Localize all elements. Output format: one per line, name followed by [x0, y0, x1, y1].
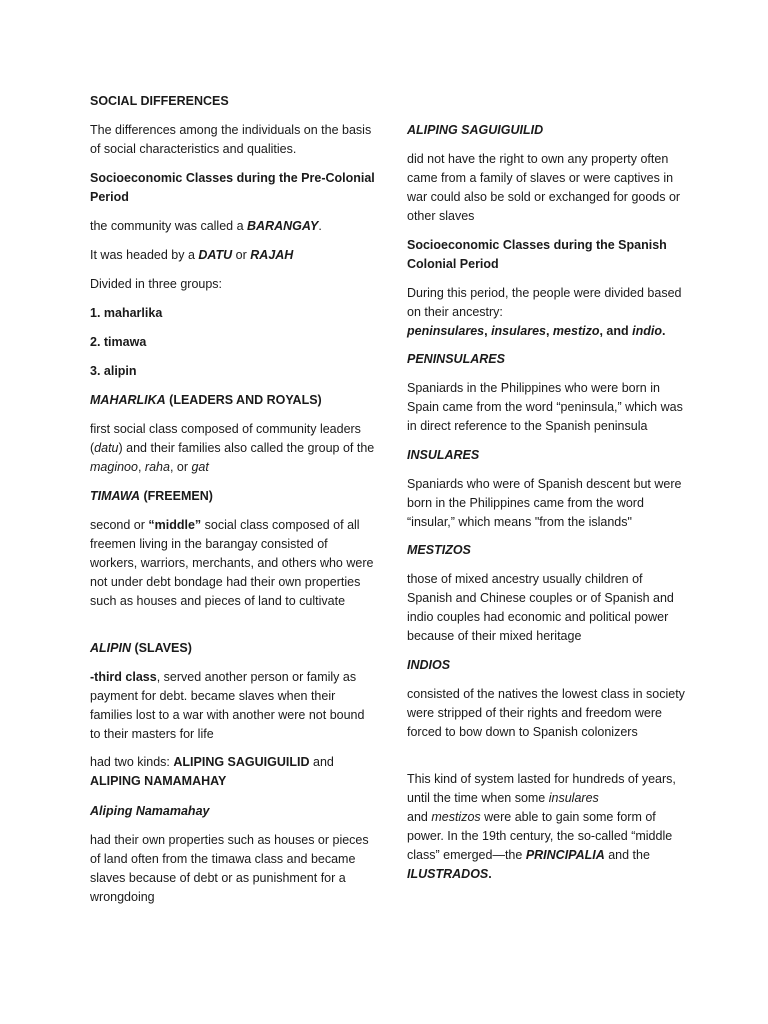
text-run: RAJAH: [250, 248, 294, 262]
text-run: ALIPING NAMAMAHAY: [90, 774, 227, 788]
timawa-heading: [90, 487, 375, 506]
page-title: [90, 92, 375, 111]
text-run: , served another person or family as payment for debt. became slaves when their families lost to a war with another were not bound to their masters for life: [90, 670, 365, 741]
text-run: mestizo: [552, 324, 600, 338]
text-run: SOCIAL DIFFERENCES: [90, 94, 229, 108]
text-run: Socioeconomic Classes during the Spanish Colonial Period: [407, 238, 667, 271]
text-run: ALIPING SAGUIGUILID: [407, 123, 544, 137]
text-run: (SLAVES): [130, 641, 192, 655]
text-run: mestizos: [431, 810, 481, 824]
text-run: and: [407, 810, 432, 824]
text-run: had their own properties such as houses or pieces of land often from the timawa class and became slaves because of debt or as punishment for a wrongdoing: [90, 833, 369, 904]
text-run: .: [488, 867, 492, 881]
text-run: and: [309, 755, 334, 769]
groups-intro: [90, 275, 375, 294]
text-run: Spaniards in the Philippines who were born in Spain came from the word “peninsula,” which was in direct reference to the Spanish peninsula: [407, 381, 683, 433]
text-run: BARANGAY: [247, 219, 319, 233]
text-run: first social class composed of community leaders (: [90, 422, 361, 455]
text-run: insulares: [548, 791, 599, 805]
text-run: maginoo: [90, 460, 138, 474]
namamahay-paragraph: [90, 831, 375, 907]
two-kinds-paragraph: [90, 753, 375, 791]
text-run: indio: [632, 324, 662, 338]
definition-paragraph: [90, 121, 375, 159]
text-run: 3. alipin: [90, 364, 137, 378]
timawa-paragraph: [90, 516, 375, 611]
text-run: 2. timawa: [90, 335, 147, 349]
mestizos-heading: [407, 541, 687, 560]
text-run: Divided in three groups:: [90, 277, 223, 291]
peninsulares-heading: [407, 350, 687, 369]
saguiguilid-paragraph: [407, 150, 687, 226]
text-run: .: [318, 219, 322, 233]
text-run: .: [661, 324, 666, 338]
text-run: This kind of system lasted for hundreds of years, until the time when some: [407, 772, 676, 805]
text-run: It was headed by a: [90, 248, 199, 262]
text-run: ,: [137, 460, 145, 474]
group-item-2: [90, 333, 375, 352]
text-run: (FREEMEN): [140, 489, 213, 503]
text-run: gat: [191, 460, 209, 474]
headed-by-paragraph: [90, 246, 375, 265]
namamahay-heading: [90, 802, 375, 821]
text-run: datu: [94, 441, 119, 455]
text-run: insulares: [491, 324, 546, 338]
text-run: or: [232, 248, 251, 262]
text-run: Spaniards who were of Spanish descent but were born in the Philippines came from the word “insular,” which means "from the islands": [407, 477, 682, 529]
ancestry-paragraph: [407, 284, 687, 341]
peninsulares-paragraph: [407, 379, 687, 436]
text-run: Aliping Namamahay: [90, 804, 210, 818]
text-run: INSULARES: [407, 448, 480, 462]
text-run: the community was called a: [90, 219, 248, 233]
text-run: and the: [604, 848, 650, 862]
text-run: The differences among the individuals on the basis of social characteristics and qualities.: [90, 123, 372, 156]
text-run: second or: [90, 518, 149, 532]
text-run: social class composed of all freemen living in the barangay consisted of workers, warriors, merchants, and others who were not under debt bondage had their own properties such as houses and pieces of land to cultivate: [90, 518, 374, 608]
text-run: , or: [169, 460, 192, 474]
text-run: “middle”: [148, 518, 202, 532]
text-run: ILUSTRADOS: [407, 867, 489, 881]
text-run: had two kinds:: [90, 755, 174, 769]
text-run: Socioeconomic Classes during the Pre-Colonial Period: [90, 171, 375, 204]
mestizos-paragraph: [407, 570, 687, 646]
text-run: INDIOS: [407, 658, 451, 672]
text-run: PRINCIPALIA: [525, 848, 605, 862]
text-run: did not have the right to own any property often came from a family of slaves or were captives in war could also be sold or exchanged for goods or other slaves: [407, 152, 681, 223]
saguiguilid-heading: [407, 121, 687, 140]
maharlika-heading: [90, 391, 375, 410]
indios-heading: [407, 656, 687, 675]
alipin-paragraph: [90, 668, 375, 744]
text-run: During this period, the people were divided based on their ancestry:: [407, 286, 682, 319]
barangay-paragraph: [90, 217, 375, 236]
text-run: TIMAWA: [90, 489, 140, 503]
text-run: ,: [484, 324, 492, 338]
text-run: ALIPING SAGUIGUILID: [173, 755, 310, 769]
text-run: PENINSULARES: [407, 352, 505, 366]
precolonial-heading: [90, 169, 375, 207]
alipin-heading: [90, 639, 375, 658]
text-run: MAHARLIKA: [90, 393, 166, 407]
text-run: MESTIZOS: [407, 543, 471, 557]
text-run: DATU: [198, 248, 233, 262]
text-run: ALIPIN: [90, 641, 131, 655]
system-paragraph: [407, 770, 687, 884]
indios-paragraph: [407, 685, 687, 742]
text-run: , and: [599, 324, 633, 338]
text-run: consisted of the natives the lowest class in society were stripped of their rights and freedom were forced to bow down to Spanish colonizers: [407, 687, 685, 739]
text-run: peninsulares: [407, 324, 485, 338]
insulares-paragraph: [407, 475, 687, 532]
text-run: ) and their families also called the group of the: [118, 441, 375, 455]
insulares-heading: [407, 446, 687, 465]
text-run: raha: [144, 460, 170, 474]
spanish-period-heading: [407, 236, 687, 274]
text-run: -third class: [90, 670, 157, 684]
maharlika-paragraph: [90, 420, 375, 477]
text-run: 1. maharlika: [90, 306, 163, 320]
group-item-1: [90, 304, 375, 323]
text-run: (LEADERS AND ROYALS): [165, 393, 322, 407]
text-run: were able to gain some form of power. In the 19th century, the so-called “middle class” emerged—the: [407, 810, 673, 862]
text-run: those of mixed ancestry usually children of Spanish and Chinese couples or of Spanish and indio couples had economic and political power because of their mixed heritage: [407, 572, 674, 643]
group-item-3: [90, 362, 375, 381]
text-run: ,: [545, 324, 553, 338]
